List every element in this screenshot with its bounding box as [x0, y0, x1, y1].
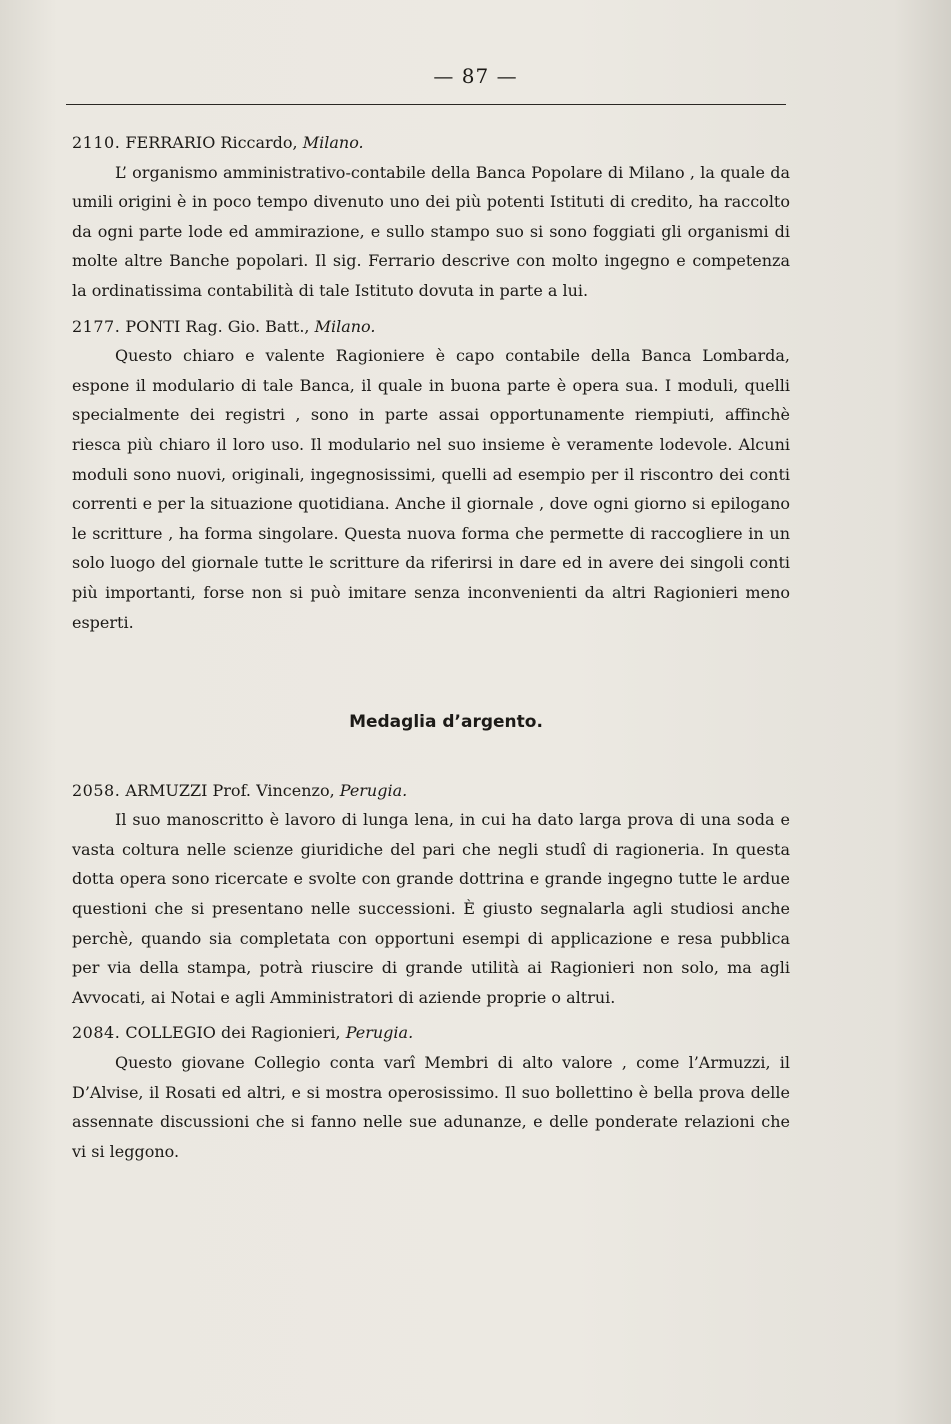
entry-name: PONTI Rag. Gio. Batt.,	[125, 316, 310, 336]
entry-heading	[72, 1018, 790, 1048]
entry-2110	[72, 128, 790, 306]
entry-number: 2177.	[72, 316, 121, 336]
entry-text: L’ organismo amministrativo-contabile della Banca Popolare di Milano , la quale da umili origini è in poco tempo divenuto uno dei più potenti Istituti di credito, ha raccolto da ogni parte lode ed ammirazione, e sullo stampo suo si sono foggiati gli organismi di molte altre Banche popolari. Il sig. Ferrario descrive con molto ingegno e competenza la ordinatissima contabilità di tale Istituto dovuta in parte a lui.	[72, 162, 790, 300]
entry-name: COLLEGIO dei Ragionieri,	[125, 1023, 341, 1043]
entry-number: 2058.	[72, 780, 121, 800]
entry-heading	[72, 776, 790, 806]
entry-name: FERRARIO Riccardo,	[125, 133, 298, 152]
section-title: Medaglia d’argento.	[349, 712, 543, 733]
entry-place: Milano.	[302, 133, 364, 152]
entry-place: Perugia.	[345, 1023, 414, 1043]
entry-text: Questo chiaro e valente Ragioniere è capo contabile della Banca Lombarda, espone il modulario di tale Banca, il quale in buona parte è opera sua. I moduli, quelli specialmente dei registri , sono in parte assai opportunamente riempiuti, affinchè riesca più chiaro il loro uso. Il modulario nel suo insieme è veramente lodevole. Alcuni moduli sono nuovi, originali, ingegnosissimi, quelli ad esempio per il riscontro dei conti correnti e per la situazione quotidiana. Anche il giornale , dove ogni giorno si epilogano le scritture , ha forma singolare. Questa nuova forma che permette di raccogliere in un solo luogo del giornale tutte le scritture da riferirsi in dare ed in avere dei singoli conti più importanti, forse non si può imitare senza inconvenienti da altri Ragionieri meno esperti.	[72, 346, 790, 632]
entry-text: Questo giovane Collegio conta varî Membri di alto valore , come l’Armuzzi, il D’Alvise, il Rosati ed altri, e si mostra operosissimo. Il suo bollettino è bella prova delle assennate discussioni che si fanno nelle sue adunanze, e delle ponderate relazioni che vi si leggono.	[72, 1053, 790, 1161]
entry-number: 2110.	[72, 133, 121, 152]
section-spacer	[72, 738, 790, 776]
entry-place: Perugia.	[339, 780, 408, 800]
entry-2084	[72, 1018, 790, 1166]
entry-heading	[72, 312, 790, 342]
text-body	[72, 128, 790, 1172]
page-number: — 87 —	[433, 64, 518, 88]
entry-2177	[72, 312, 790, 638]
entry-heading	[72, 128, 790, 158]
entry-place: Milano.	[314, 316, 376, 336]
entry-name: ARMUZZI Prof. Vincenzo,	[125, 780, 335, 800]
entry-number: 2084.	[72, 1023, 121, 1043]
header-rule	[66, 104, 786, 105]
entry-text: Il suo manoscritto è lavoro di lunga lena, in cui ha dato larga prova di una soda e vasta coltura nelle scienze giuridiche del pari che negli studî di ragioneria. In questa dotta opera sono ricercate e svolte con grande dottrina e grande ingegno tutte le ardue questioni che si presentano nelle successioni. È giusto segnalarla agli studiosi anche perchè, quando sia completata con opportuni esempi di applicazione e resa pubblica per via della stampa, potrà riuscire di grande utilità ai Ragionieri non solo, ma agli Avvocati, ai Notai e agli Amministratori di aziende proprie o altrui.	[72, 810, 790, 1007]
entry-2058	[72, 776, 790, 1013]
